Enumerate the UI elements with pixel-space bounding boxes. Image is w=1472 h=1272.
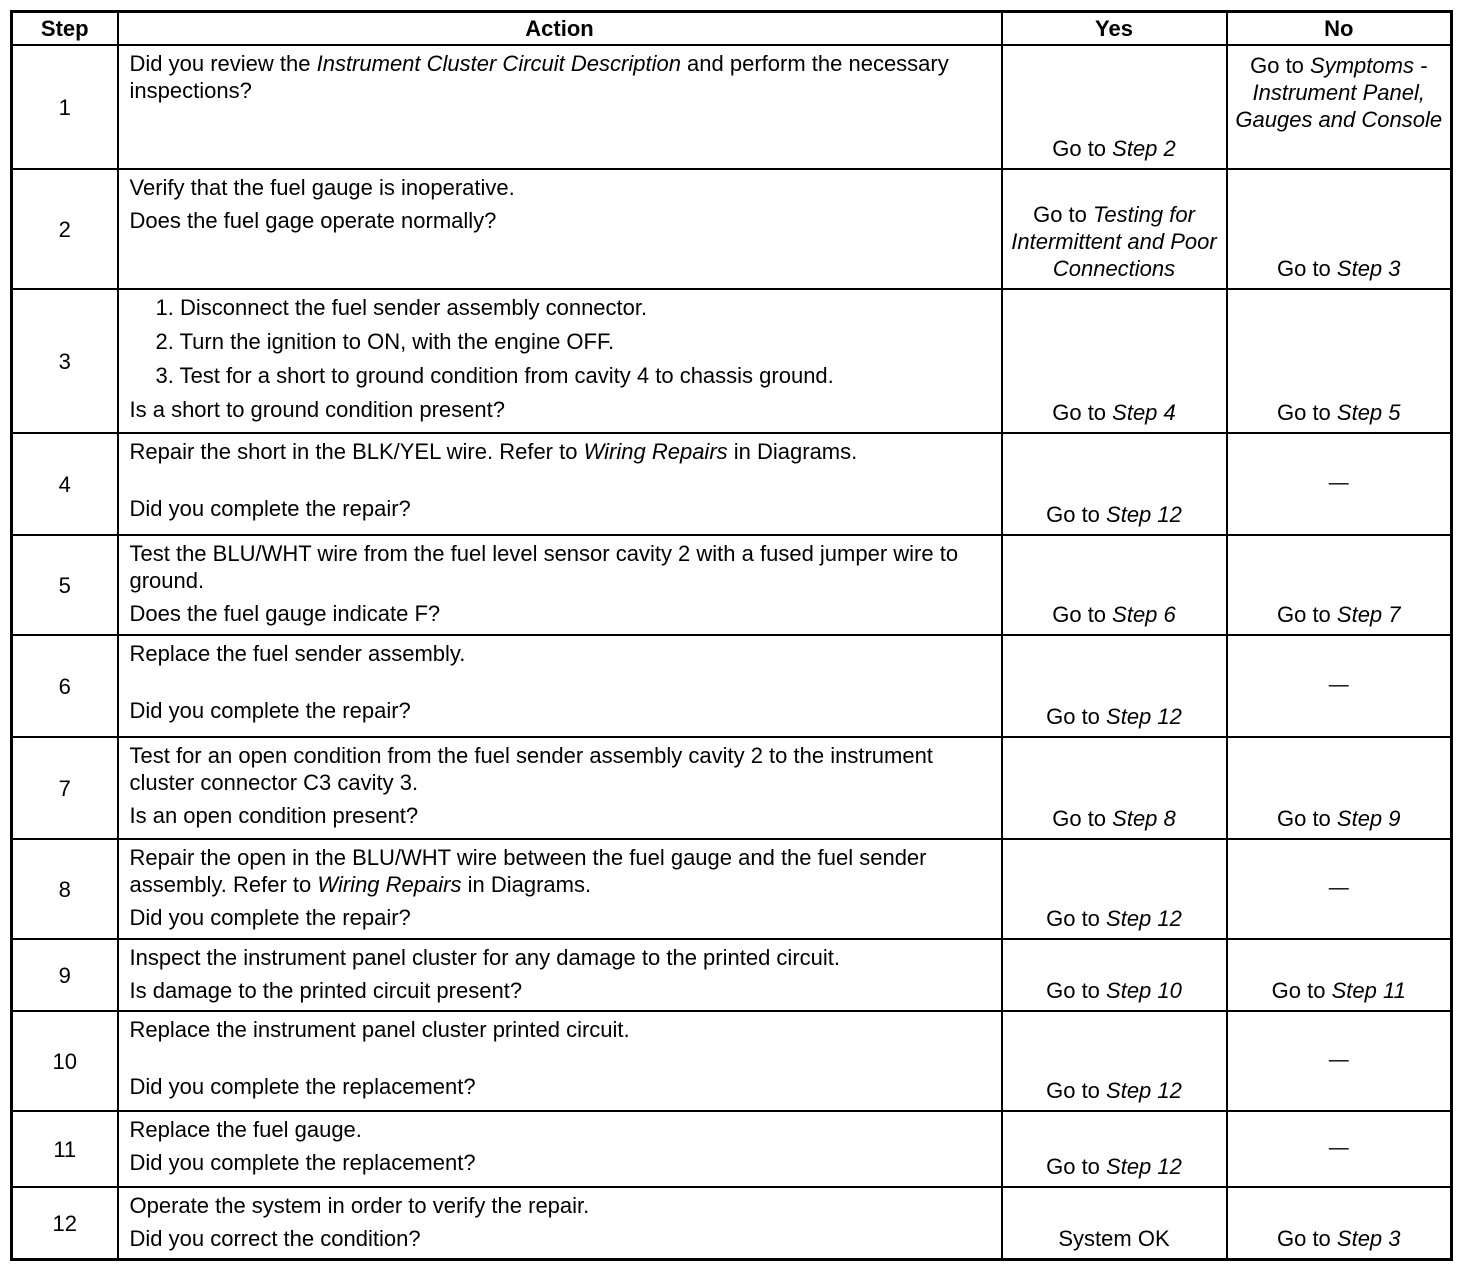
no-cell (1227, 433, 1452, 535)
yes-cell (1002, 535, 1227, 635)
action-question: Is damage to the printed circuit present? (129, 978, 523, 1003)
no-dash: — (1328, 471, 1349, 494)
yes-cell (1002, 433, 1227, 535)
action-cell (118, 289, 1002, 433)
yes-text: Go to Step 12 (1046, 906, 1182, 931)
yes-text: System OK (1058, 1226, 1170, 1251)
no-cell (1227, 169, 1452, 289)
no-cell (1227, 1187, 1452, 1260)
action-text: Operate the system in order to verify the repair. (129, 1193, 590, 1218)
yes-text: Go to Step 12 (1046, 1078, 1182, 1103)
action-question: Did you complete the repair? (129, 698, 411, 723)
action-cell (118, 45, 1002, 169)
no-cell (1227, 535, 1452, 635)
action-cell (118, 169, 1002, 289)
yes-text: Go to Step 12 (1046, 502, 1182, 527)
action-question: Does the fuel gauge indicate F? (129, 601, 441, 626)
action-text: Replace the fuel gauge. (129, 1117, 362, 1142)
step-number: 10 (12, 1011, 118, 1111)
step-number: 12 (12, 1187, 118, 1260)
table-row (12, 1011, 1452, 1111)
header-action: Action (118, 12, 1002, 46)
no-text: Go to Step 3 (1276, 256, 1401, 281)
action-text: Did you review the Instrument Cluster Circuit Description and perform the necessary inspections? (129, 51, 949, 103)
yes-text: Go to Step 2 (1052, 136, 1176, 161)
no-cell (1227, 635, 1452, 737)
action-cell (118, 1111, 1002, 1187)
substep-item: 1. Disconnect the fuel sender assembly connector. (155, 295, 648, 320)
yes-text: Go to Step 10 (1046, 978, 1182, 1003)
action-cell (118, 839, 1002, 939)
action-question: Is a short to ground condition present? (129, 397, 505, 422)
step-number: 8 (12, 839, 118, 939)
yes-cell (1002, 737, 1227, 839)
action-cell (118, 737, 1002, 839)
table-row (12, 635, 1452, 737)
yes-cell (1002, 1187, 1227, 1260)
step-number: 9 (12, 939, 118, 1011)
action-text: Test the BLU/WHT wire from the fuel level sensor cavity 2 with a fused jumper wire to ground. (129, 541, 959, 593)
step-number: 3 (12, 289, 118, 433)
yes-cell (1002, 839, 1227, 939)
table-row (12, 839, 1452, 939)
table-row (12, 433, 1452, 535)
no-text: Go to Step 5 (1276, 400, 1401, 425)
table-row (12, 169, 1452, 289)
no-text: Go to Step 3 (1276, 1226, 1401, 1251)
action-text: Inspect the instrument panel cluster for any damage to the printed circuit. (129, 945, 840, 970)
yes-text: Go to Testing for Intermittent and Poor Connections (1011, 202, 1217, 281)
no-text: Go to Step 9 (1276, 806, 1401, 831)
action-text: Replace the instrument panel cluster printed circuit. (129, 1017, 630, 1042)
no-cell (1227, 939, 1452, 1011)
action-question: Is an open condition present? (129, 803, 419, 828)
action-text: Verify that the fuel gauge is inoperative. (129, 175, 515, 200)
step-number: 6 (12, 635, 118, 737)
action-text: Repair the short in the BLK/YEL wire. Refer to Wiring Repairs in Diagrams. (129, 439, 858, 464)
no-cell (1227, 289, 1452, 433)
table-row (12, 535, 1452, 635)
table-row (12, 737, 1452, 839)
table-row (12, 1187, 1452, 1260)
header-row (12, 12, 1452, 46)
table-row (12, 939, 1452, 1011)
no-cell (1227, 1111, 1452, 1187)
action-cell (118, 433, 1002, 535)
diagnostic-table (10, 10, 1453, 1261)
action-question: Did you complete the replacement? (129, 1074, 476, 1099)
header-no: No (1227, 12, 1452, 46)
yes-cell (1002, 939, 1227, 1011)
yes-cell (1002, 289, 1227, 433)
yes-cell (1002, 635, 1227, 737)
yes-cell (1002, 1111, 1227, 1187)
yes-cell (1002, 1011, 1227, 1111)
no-cell (1227, 737, 1452, 839)
no-text: Go to Symptoms - Instrument Panel, Gauges and Console (1235, 53, 1443, 132)
action-text: Replace the fuel sender assembly. (129, 641, 466, 666)
action-text: Repair the open in the BLU/WHT wire between the fuel gauge and the fuel sender assembly. Refer to Wiring Repairs in Diagrams. (129, 845, 927, 897)
action-cell (118, 635, 1002, 737)
yes-text: Go to Step 12 (1046, 704, 1182, 729)
no-dash: — (1328, 673, 1349, 696)
header-yes: Yes (1002, 12, 1227, 46)
action-question: Did you correct the condition? (129, 1226, 421, 1251)
yes-cell (1002, 169, 1227, 289)
no-dash: — (1328, 1048, 1349, 1071)
step-number: 4 (12, 433, 118, 535)
action-question: Does the fuel gage operate normally? (129, 208, 497, 233)
action-question: Did you complete the repair? (129, 905, 411, 930)
table-row (12, 289, 1452, 433)
step-number: 11 (12, 1111, 118, 1187)
no-cell (1227, 839, 1452, 939)
step-number: 7 (12, 737, 118, 839)
table-row (12, 1111, 1452, 1187)
no-dash: — (1328, 1136, 1349, 1159)
substep-item: 3. Test for a short to ground condition from cavity 4 to chassis ground. (155, 363, 834, 388)
yes-cell (1002, 45, 1227, 169)
action-question: Did you complete the replacement? (129, 1150, 476, 1175)
action-question: Did you complete the repair? (129, 496, 411, 521)
step-number: 2 (12, 169, 118, 289)
action-cell (118, 1187, 1002, 1260)
no-cell (1227, 45, 1452, 169)
yes-text: Go to Step 6 (1052, 602, 1176, 627)
yes-text: Go to Step 4 (1052, 400, 1176, 425)
step-number: 5 (12, 535, 118, 635)
no-text: Go to Step 7 (1276, 602, 1401, 627)
no-text: Go to Step 11 (1271, 978, 1406, 1003)
action-cell (118, 1011, 1002, 1111)
action-text: Test for an open condition from the fuel sender assembly cavity 2 to the instrument cluster connector C3 cavity 3. (129, 743, 933, 795)
yes-text: Go to Step 8 (1052, 806, 1176, 831)
yes-text: Go to Step 12 (1046, 1154, 1182, 1179)
table-row (12, 45, 1452, 169)
no-dash: — (1328, 876, 1349, 899)
no-cell (1227, 1011, 1452, 1111)
substep-item: 2. Turn the ignition to ON, with the engine OFF. (155, 329, 615, 354)
step-number: 1 (12, 45, 118, 169)
header-step: Step (12, 12, 118, 46)
action-cell (118, 939, 1002, 1011)
action-cell (118, 535, 1002, 635)
